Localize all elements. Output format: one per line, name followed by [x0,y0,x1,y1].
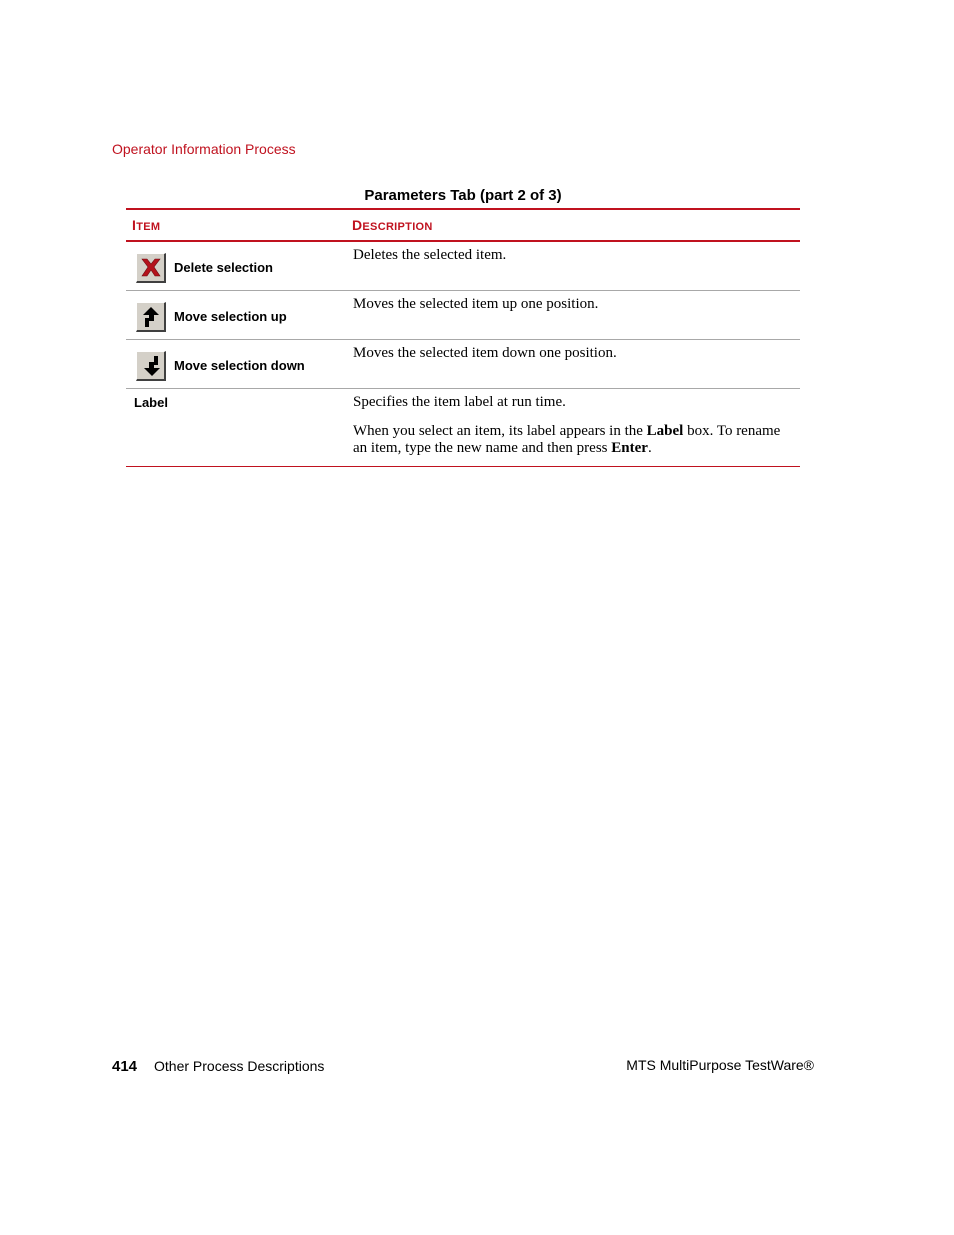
footer-section-title: Other Process Descriptions [154,1058,325,1074]
delete-x-icon [136,253,166,283]
parameters-table [126,208,800,467]
item-description: Moves the selected item up one position. [353,296,599,312]
table-title: Parameters Tab (part 2 of 3) [364,187,562,204]
running-head: Operator Information Process [112,141,296,157]
arrow-up-icon [136,302,166,332]
table-row [126,340,800,389]
column-header-description: DESCRIPTION [352,217,433,233]
item-description: Deletes the selected item. [353,247,507,263]
item-description: Specifies the item label at run time. When you select an item, its label appears in the Label box. To rename an item, type the new name and then press Enter. [353,394,781,456]
column-header-item: ITEM [132,217,161,233]
arrow-down-icon [136,351,166,381]
item-label: Delete selection [174,260,273,275]
item-description: Moves the selected item down one position. [353,345,617,361]
table-row [126,291,800,340]
page-number: 414 [112,1058,138,1075]
table-row [126,242,800,291]
footer-product-name: MTS MultiPurpose TestWare® [626,1057,814,1073]
table-header [126,210,800,242]
item-label: Label [134,395,168,410]
item-label: Move selection down [174,358,305,373]
item-label: Move selection up [174,309,287,324]
table-row [126,389,800,467]
